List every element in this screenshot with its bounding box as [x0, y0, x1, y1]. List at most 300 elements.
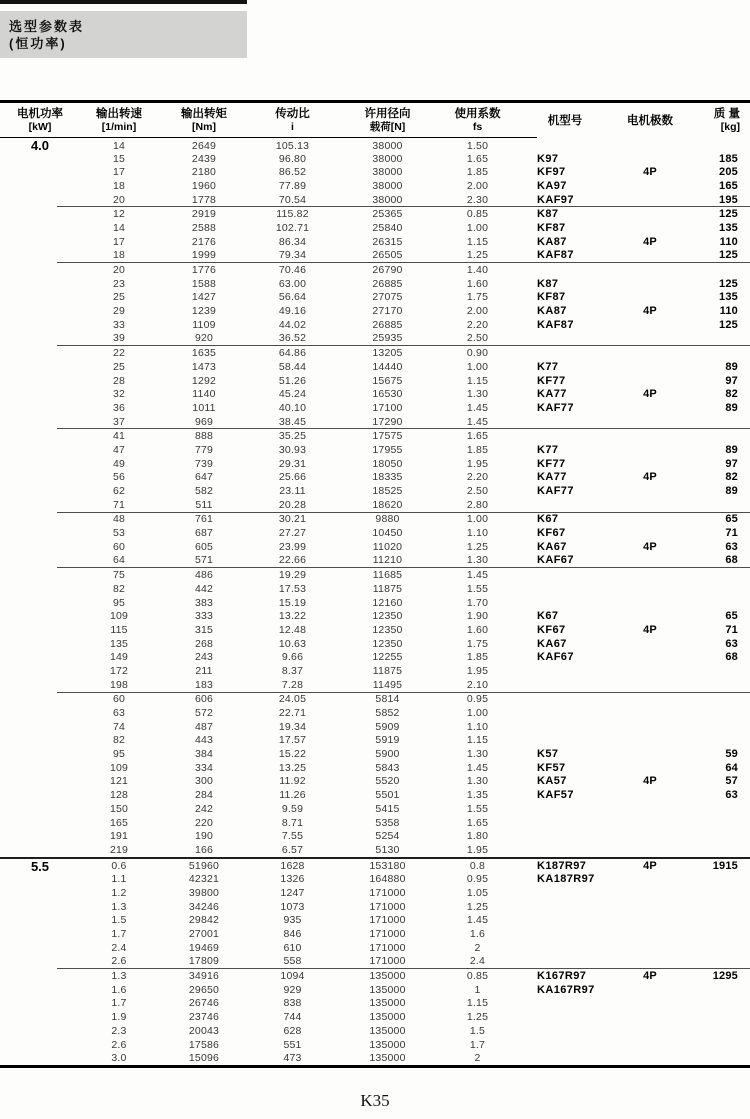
cell-fs: 1.5	[469, 1024, 486, 1037]
cell-ratio: 29.31	[278, 457, 307, 470]
cell-fs: 1.65	[466, 816, 489, 829]
table-block	[0, 138, 750, 206]
cell-torque: 1292	[191, 374, 217, 387]
cell-speed: 25	[112, 291, 126, 304]
top-rule-bar	[0, 0, 247, 4]
cell-model: KA97	[537, 179, 567, 192]
cell-ratio: 11.26	[279, 789, 306, 802]
table-row	[0, 332, 750, 346]
cell-ratio: 102.71	[275, 221, 310, 234]
cell-torque: 443	[194, 734, 214, 747]
cell-speed: 1.2	[111, 886, 127, 899]
table-row	[0, 443, 750, 457]
cell-torque: 284	[194, 789, 214, 802]
cell-fs: 1.85	[466, 166, 489, 179]
table-row	[0, 623, 750, 637]
cell-speed: 1.3	[111, 970, 127, 983]
cell-fs: 1.60	[466, 277, 489, 290]
cell-torque: 315	[194, 623, 214, 636]
cell-speed: 3.0	[111, 1052, 127, 1065]
cell-ratio: 40.10	[278, 401, 307, 414]
cell-poles: 4P	[643, 970, 657, 983]
cell-mass: 65	[725, 513, 738, 526]
cell-torque: 1635	[191, 347, 217, 360]
cell-mass: 125	[719, 249, 738, 262]
table-row	[0, 152, 750, 166]
table-row	[0, 415, 750, 429]
table-row	[0, 457, 750, 471]
cell-torque: 761	[194, 513, 214, 526]
cell-fs: 1.50	[466, 139, 489, 152]
cell-fs: 1.10	[466, 720, 489, 733]
cell-speed: 22	[112, 347, 126, 360]
cell-torque: 606	[194, 693, 214, 706]
cell-load: 12350	[372, 637, 403, 650]
cell-torque: 920	[194, 332, 214, 345]
cell-speed: 18	[112, 249, 126, 262]
cell-load: 26505	[372, 249, 403, 262]
cell-load: 26885	[372, 277, 403, 290]
table-row	[0, 498, 750, 512]
table-row	[0, 249, 750, 263]
table-row	[0, 1024, 750, 1038]
cell-torque: 220	[194, 816, 214, 829]
table-row	[0, 304, 750, 318]
cell-speed: 1.9	[111, 1011, 127, 1024]
cell-fs: 2	[474, 941, 481, 954]
cell-fs: 1.75	[466, 291, 489, 304]
cell-torque: 26746	[188, 997, 220, 1010]
cell-speed: 165	[109, 816, 129, 829]
cell-ratio: 610	[283, 941, 302, 954]
header-poles: 电机极数	[627, 114, 673, 127]
cell-speed: 53	[112, 527, 126, 540]
cell-speed: 115	[110, 623, 128, 636]
cell-torque: 51960	[188, 860, 220, 873]
cell-fs: 1.30	[466, 748, 489, 761]
cell-poles: 4P	[643, 623, 657, 636]
cell-speed: 135	[109, 637, 129, 650]
table-row	[0, 179, 750, 193]
table-row	[0, 1038, 750, 1052]
cell-load: 5900	[375, 748, 400, 761]
cell-load: 13205	[372, 347, 403, 360]
cell-model: KAF97	[537, 193, 574, 206]
table-row	[0, 664, 750, 678]
cell-torque: 23746	[188, 1011, 220, 1024]
cell-load: 11210	[372, 554, 403, 567]
cell-fs: 1.55	[466, 582, 489, 595]
cell-load: 38000	[372, 193, 403, 206]
cell-speed: 1.7	[111, 928, 127, 941]
cell-fs: 1.15	[466, 734, 489, 747]
cell-speed: 95	[112, 596, 126, 609]
table-row	[0, 1051, 750, 1065]
cell-load: 17100	[372, 401, 403, 414]
table-row	[0, 568, 750, 582]
cell-speed: 1.6	[111, 983, 127, 996]
cell-speed: 23	[112, 277, 126, 290]
cell-fs: 1.7	[469, 1038, 486, 1051]
cell-ratio: 9.59	[281, 802, 304, 815]
cell-torque: 211	[195, 664, 213, 677]
cell-fs: 2.10	[466, 678, 489, 691]
cell-fs: 1.45	[466, 415, 489, 428]
cell-speed: 29	[112, 305, 126, 318]
cell-ratio: 558	[283, 955, 302, 968]
cell-speed: 150	[109, 802, 129, 815]
cell-load: 16530	[372, 388, 403, 401]
cell-torque: 1588	[191, 277, 217, 290]
cell-model: KF87	[537, 291, 566, 304]
cell-torque: 2649	[191, 139, 217, 152]
table-bottom-rule	[0, 1065, 750, 1068]
cell-speed: 47	[112, 443, 126, 456]
cell-load: 135000	[369, 1011, 406, 1024]
cell-speed: 2.4	[111, 941, 127, 954]
cell-ratio: 1628	[280, 860, 305, 873]
table-block	[0, 857, 750, 969]
table-row	[0, 471, 750, 485]
cell-ratio: 63.00	[278, 277, 307, 290]
cell-fs: 1.80	[466, 830, 489, 843]
cell-torque: 572	[194, 707, 214, 720]
cell-torque: 2439	[191, 152, 217, 165]
cell-torque: 17809	[188, 955, 220, 968]
cell-ratio: 35.25	[278, 430, 307, 443]
cell-load: 171000	[369, 886, 406, 899]
cell-torque: 42321	[188, 873, 220, 886]
cell-mass: 71	[725, 623, 738, 636]
cell-fs: 1.65	[466, 430, 489, 443]
cell-ratio: 1094	[280, 970, 305, 983]
cell-model: K77	[537, 360, 559, 373]
cell-torque: 15096	[188, 1052, 220, 1065]
cell-load: 171000	[369, 955, 406, 968]
header-ratio: 传动比 i	[275, 108, 310, 133]
cell-fs: 1.45	[466, 761, 489, 774]
cell-mass: 205	[719, 166, 738, 179]
cell-speed: 37	[112, 415, 126, 428]
title-box	[0, 11, 247, 58]
cell-speed: 15	[112, 152, 126, 165]
table-row	[0, 802, 750, 816]
cell-load: 17955	[372, 443, 403, 456]
cell-torque: 1778	[191, 193, 217, 206]
cell-model: K167R97	[537, 970, 587, 983]
cell-speed: 75	[112, 569, 126, 582]
table-row	[0, 346, 750, 360]
cell-ratio: 45.24	[278, 388, 307, 401]
cell-speed: 82	[112, 734, 126, 747]
cell-speed: 60	[112, 693, 126, 706]
table-row	[0, 277, 750, 291]
header-mass: 质 量 [kg]	[713, 108, 740, 133]
table-row	[0, 941, 750, 955]
cell-fs: 1.25	[466, 249, 489, 262]
cell-mass: 125	[719, 208, 738, 221]
cell-ratio: 628	[283, 1024, 302, 1037]
cell-speed: 33	[112, 318, 126, 331]
cell-load: 5358	[375, 816, 400, 829]
cell-model: K87	[537, 208, 559, 221]
cell-fs: 0.95	[466, 693, 489, 706]
cell-load: 153180	[369, 860, 406, 873]
cell-ratio: 77.89	[278, 179, 307, 192]
header-model: 机型号	[547, 114, 583, 127]
cell-speed: 109	[109, 761, 129, 774]
cell-model: KA87	[537, 305, 567, 318]
table-row	[0, 914, 750, 928]
cell-torque: 442	[194, 582, 214, 595]
table-row	[0, 374, 750, 388]
cell-load: 25840	[372, 221, 403, 234]
cell-fs: 2.50	[466, 485, 489, 498]
table-row	[0, 596, 750, 610]
table-row	[0, 829, 750, 843]
cell-torque: 29650	[188, 983, 220, 996]
cell-ratio: 19.29	[278, 569, 307, 582]
header-service-factor: 使用系数 fs	[454, 108, 501, 133]
cell-fs: 1.00	[466, 707, 489, 720]
table-row	[0, 582, 750, 596]
cell-torque: 1473	[191, 360, 217, 373]
table-block	[0, 512, 750, 568]
cell-model: KAF57	[537, 789, 574, 802]
cell-load: 11875	[372, 582, 403, 595]
cell-load: 11020	[372, 540, 403, 553]
cell-model: KF77	[537, 457, 566, 470]
cell-fs: 1.45	[466, 401, 489, 414]
cell-speed: 17	[112, 235, 126, 248]
cell-torque: 2919	[191, 208, 217, 221]
cell-speed: 82	[112, 582, 126, 595]
table-row	[0, 401, 750, 415]
cell-torque: 20043	[188, 1024, 220, 1037]
cell-fs: 1.95	[466, 457, 489, 470]
cell-torque: 1140	[192, 388, 216, 401]
cell-load: 12255	[372, 651, 403, 664]
cell-torque: 487	[194, 720, 214, 733]
cell-model: KA77	[537, 471, 567, 484]
cell-torque: 486	[194, 569, 214, 582]
cell-mass: 1295	[712, 970, 738, 983]
cell-torque: 1999	[191, 249, 217, 262]
cell-torque: 1960	[191, 179, 217, 192]
cell-ratio: 9.66	[281, 651, 304, 664]
cell-load: 17290	[372, 415, 403, 428]
cell-load: 135000	[369, 970, 406, 983]
cell-mass: 195	[719, 193, 738, 206]
cell-fs: 1.65	[466, 152, 489, 165]
cell-speed: 62	[112, 485, 126, 498]
cell-torque: 183	[194, 678, 214, 691]
cell-load: 135000	[369, 1052, 406, 1065]
cell-speed: 191	[109, 830, 129, 843]
cell-model: KA67	[537, 540, 567, 553]
cell-fs: 1.95	[466, 664, 489, 677]
cell-poles: 4P	[643, 471, 657, 484]
cell-load: 27075	[372, 291, 403, 304]
cell-ratio: 929	[283, 983, 302, 996]
cell-ratio: 15.22	[278, 748, 307, 761]
cell-power: 5.5	[30, 858, 50, 874]
cell-load: 38000	[372, 179, 403, 192]
cell-ratio: 13.22	[278, 610, 307, 623]
table-row	[0, 207, 750, 221]
parameter-table	[0, 100, 750, 1068]
cell-ratio: 13.25	[278, 761, 307, 774]
cell-model: KA77	[537, 388, 567, 401]
cell-fs: 1.75	[466, 637, 489, 650]
cell-torque: 34916	[188, 970, 220, 983]
cell-mass: 89	[725, 360, 738, 373]
cell-speed: 20	[112, 193, 126, 206]
cell-load: 5814	[375, 693, 400, 706]
cell-model: KAF77	[537, 485, 574, 498]
cell-ratio: 935	[283, 914, 302, 927]
cell-fs: 0.85	[466, 970, 489, 983]
cell-ratio: 38.45	[278, 415, 307, 428]
table-row	[0, 693, 750, 707]
cell-load: 18335	[372, 471, 403, 484]
cell-ratio: 96.80	[278, 152, 307, 165]
cell-model: KF77	[537, 374, 566, 387]
cell-load: 26885	[372, 318, 403, 331]
cell-ratio: 115.82	[276, 208, 309, 221]
cell-model: KA87	[537, 235, 567, 248]
header-output-torque: 输出转矩 [Nm]	[181, 108, 227, 133]
table-row	[0, 734, 750, 748]
cell-mass: 82	[725, 471, 738, 484]
cell-load: 15675	[372, 374, 403, 387]
cell-model: K77	[537, 443, 559, 456]
cell-speed: 17	[112, 166, 126, 179]
cell-ratio: 846	[283, 928, 302, 941]
cell-speed: 14	[112, 139, 126, 152]
cell-poles: 4P	[643, 235, 657, 248]
cell-speed: 49	[112, 457, 126, 470]
cell-ratio: 79.34	[278, 249, 307, 262]
cell-torque: 300	[194, 775, 214, 788]
cell-speed: 128	[109, 789, 129, 802]
header-radial-load: 许用径向 载荷[N]	[364, 108, 411, 133]
cell-mass: 97	[725, 374, 738, 387]
cell-load: 5501	[375, 789, 400, 802]
cell-torque: 27001	[188, 928, 220, 941]
page-title: 选型参数表	[9, 19, 85, 34]
cell-load: 14440	[372, 360, 403, 373]
cell-poles: 4P	[643, 775, 657, 788]
cell-load: 11495	[372, 678, 403, 691]
cell-model: KF87	[537, 221, 566, 234]
table-row	[0, 387, 750, 401]
cell-poles: 4P	[643, 388, 657, 401]
cell-ratio: 7.55	[281, 830, 304, 843]
cell-speed: 63	[112, 707, 126, 720]
cell-ratio: 6.57	[281, 843, 304, 856]
table-row	[0, 1010, 750, 1024]
cell-ratio: 64.86	[278, 347, 307, 360]
cell-mass: 165	[719, 179, 738, 192]
cell-load: 171000	[369, 900, 406, 913]
cell-load: 5520	[375, 775, 400, 788]
cell-ratio: 30.21	[278, 513, 307, 526]
cell-model: KF57	[537, 761, 566, 774]
cell-load: 9880	[375, 513, 400, 526]
cell-speed: 0.6	[111, 860, 127, 873]
cell-mass: 68	[725, 554, 738, 567]
table-row	[0, 637, 750, 651]
cell-poles: 4P	[643, 860, 657, 873]
table-row	[0, 609, 750, 623]
cell-load: 5843	[375, 761, 400, 774]
cell-fs: 1.30	[466, 554, 489, 567]
cell-load: 26315	[372, 235, 403, 248]
cell-model: KF67	[537, 623, 566, 636]
cell-load: 5919	[375, 734, 400, 747]
cell-speed: 2.6	[111, 1038, 127, 1051]
table-row	[0, 859, 750, 873]
cell-mass: 110	[719, 235, 738, 248]
cell-torque: 166	[194, 843, 214, 856]
cell-speed: 1.7	[111, 997, 127, 1010]
cell-fs: 1.05	[466, 886, 489, 899]
cell-model: KA57	[537, 775, 567, 788]
table-row	[0, 138, 750, 152]
cell-ratio: 86.52	[278, 166, 307, 179]
table-block	[0, 428, 750, 511]
cell-ratio: 70.46	[278, 264, 307, 277]
cell-fs: 2.30	[466, 193, 489, 206]
cell-model: K67	[537, 610, 559, 623]
cell-ratio: 105.13	[275, 139, 310, 152]
table-row	[0, 872, 750, 886]
cell-mass: 57	[725, 775, 738, 788]
cell-mass: 1915	[712, 860, 738, 873]
cell-speed: 28	[112, 374, 126, 387]
cell-fs: 2.4	[469, 955, 486, 968]
cell-ratio: 22.71	[278, 707, 307, 720]
cell-fs: 1.00	[466, 360, 489, 373]
cell-torque: 969	[194, 415, 214, 428]
cell-ratio: 86.34	[278, 235, 307, 248]
cell-ratio: 17.57	[278, 734, 307, 747]
cell-load: 25935	[372, 332, 403, 345]
cell-torque: 1011	[192, 401, 216, 414]
cell-load: 12350	[372, 623, 403, 636]
cell-ratio: 7.28	[281, 678, 304, 691]
cell-model: K187R97	[537, 860, 587, 873]
cell-fs: 1.95	[466, 843, 489, 856]
cell-fs: 1.6	[469, 928, 486, 941]
cell-ratio: 36.52	[278, 332, 307, 345]
table-row	[0, 927, 750, 941]
cell-torque: 1239	[191, 305, 217, 318]
cell-fs: 2.20	[466, 471, 489, 484]
cell-speed: 149	[109, 651, 129, 664]
cell-load: 135000	[369, 983, 406, 996]
cell-fs: 1.35	[466, 789, 489, 802]
cell-speed: 74	[112, 720, 126, 733]
cell-ratio: 56.64	[278, 291, 307, 304]
cell-load: 11875	[372, 664, 403, 677]
table-block	[0, 692, 750, 857]
cell-load: 17575	[372, 430, 403, 443]
cell-ratio: 27.27	[278, 527, 307, 540]
cell-fs: 1.25	[466, 540, 489, 553]
table-row	[0, 747, 750, 761]
